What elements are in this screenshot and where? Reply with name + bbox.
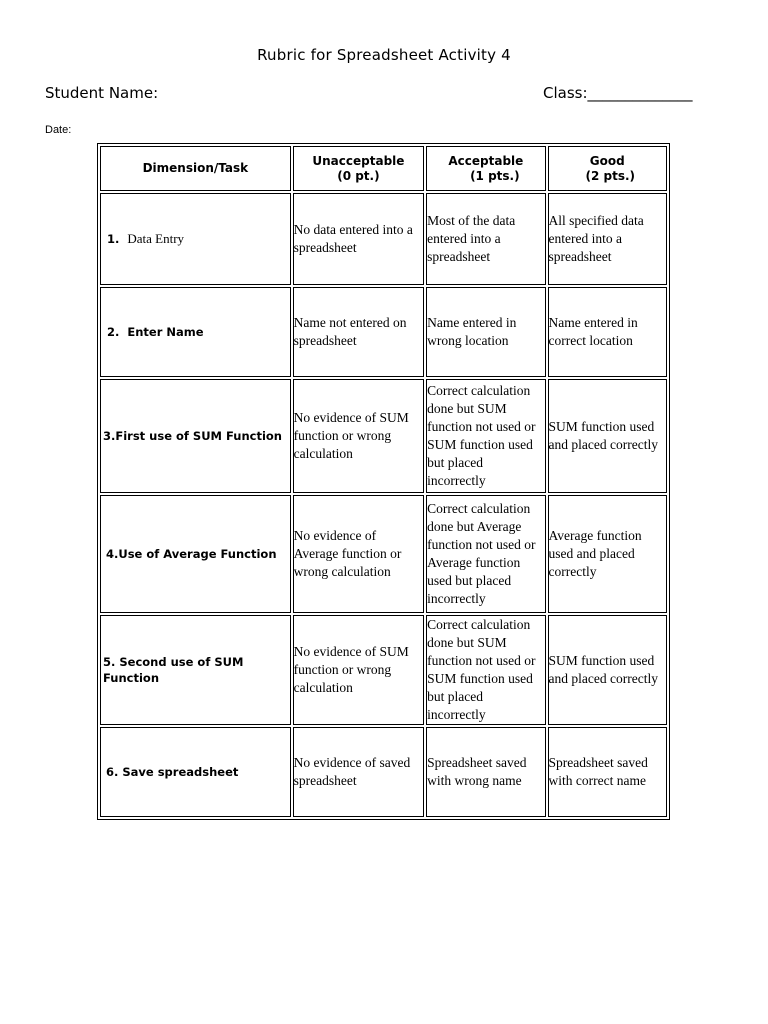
header-dimension: Dimension/Task [100,146,291,191]
header-good: Good (2 pts.) [548,146,667,191]
acceptable-cell: Correct calculation done but SUM function not used or SUM function used but placed incorrectly [426,379,545,493]
good-cell: SUM function used and placed correctly [548,379,667,493]
good-cell: Spreadsheet saved with correct name [548,727,667,817]
task-label: Enter Name [127,325,204,339]
task-number: 1. [107,232,120,246]
task-label: 4.Use of Average Function [106,547,277,561]
good-cell: All specified data entered into a spreadsheet [548,193,667,285]
table-row [100,379,667,493]
unacceptable-cell: No evidence of SUM function or wrong calculation [293,615,424,725]
unacceptable-cell: No evidence of saved spreadsheet [293,727,424,817]
task-label: 6. Save spreadsheet [106,765,239,779]
unacceptable-cell: No evidence of Average function or wrong calculation [293,495,424,613]
task-cell [100,193,291,285]
task-cell [100,727,291,817]
task-number: 2. [107,325,120,339]
task-label: 3.First use of SUM Function [103,429,282,443]
acceptable-cell: Correct calculation done but SUM function not used or SUM function used but placed incorrectly [426,615,545,725]
task-cell [100,495,291,613]
date-label: Date: [45,124,72,136]
task-cell [100,287,291,377]
header-acceptable: Acceptable (1 pts.) [426,146,545,191]
header-unacceptable: Unacceptable (0 pt.) [293,146,424,191]
task-label: 5. Second use of SUM Function [103,655,244,685]
class-label: Class:______________ [543,84,693,102]
table-row [100,615,667,725]
good-cell: SUM function used and placed correctly [548,615,667,725]
table-row [100,727,667,817]
rubric-table [97,143,670,820]
acceptable-cell: Spreadsheet saved with wrong name [426,727,545,817]
good-cell: Name entered in correct location [548,287,667,377]
student-name-label: Student Name: [45,84,159,102]
table-row [100,495,667,613]
acceptable-cell: Name entered in wrong location [426,287,545,377]
unacceptable-cell: Name not entered on spreadsheet [293,287,424,377]
document-title: Rubric for Spreadsheet Activity 4 [257,46,511,64]
header-row [100,146,667,191]
unacceptable-cell: No evidence of SUM function or wrong calculation [293,379,424,493]
task-cell [100,379,291,493]
task-cell [100,615,291,725]
good-cell: Average function used and placed correctly [548,495,667,613]
unacceptable-cell: No data entered into a spreadsheet [293,193,424,285]
table-row [100,193,667,285]
task-label: Data Entry [127,231,185,246]
table-row [100,287,667,377]
acceptable-cell: Correct calculation done but Average function not used or Average function used but placed incorrectly [426,495,545,613]
acceptable-cell: Most of the data entered into a spreadsheet [426,193,545,285]
